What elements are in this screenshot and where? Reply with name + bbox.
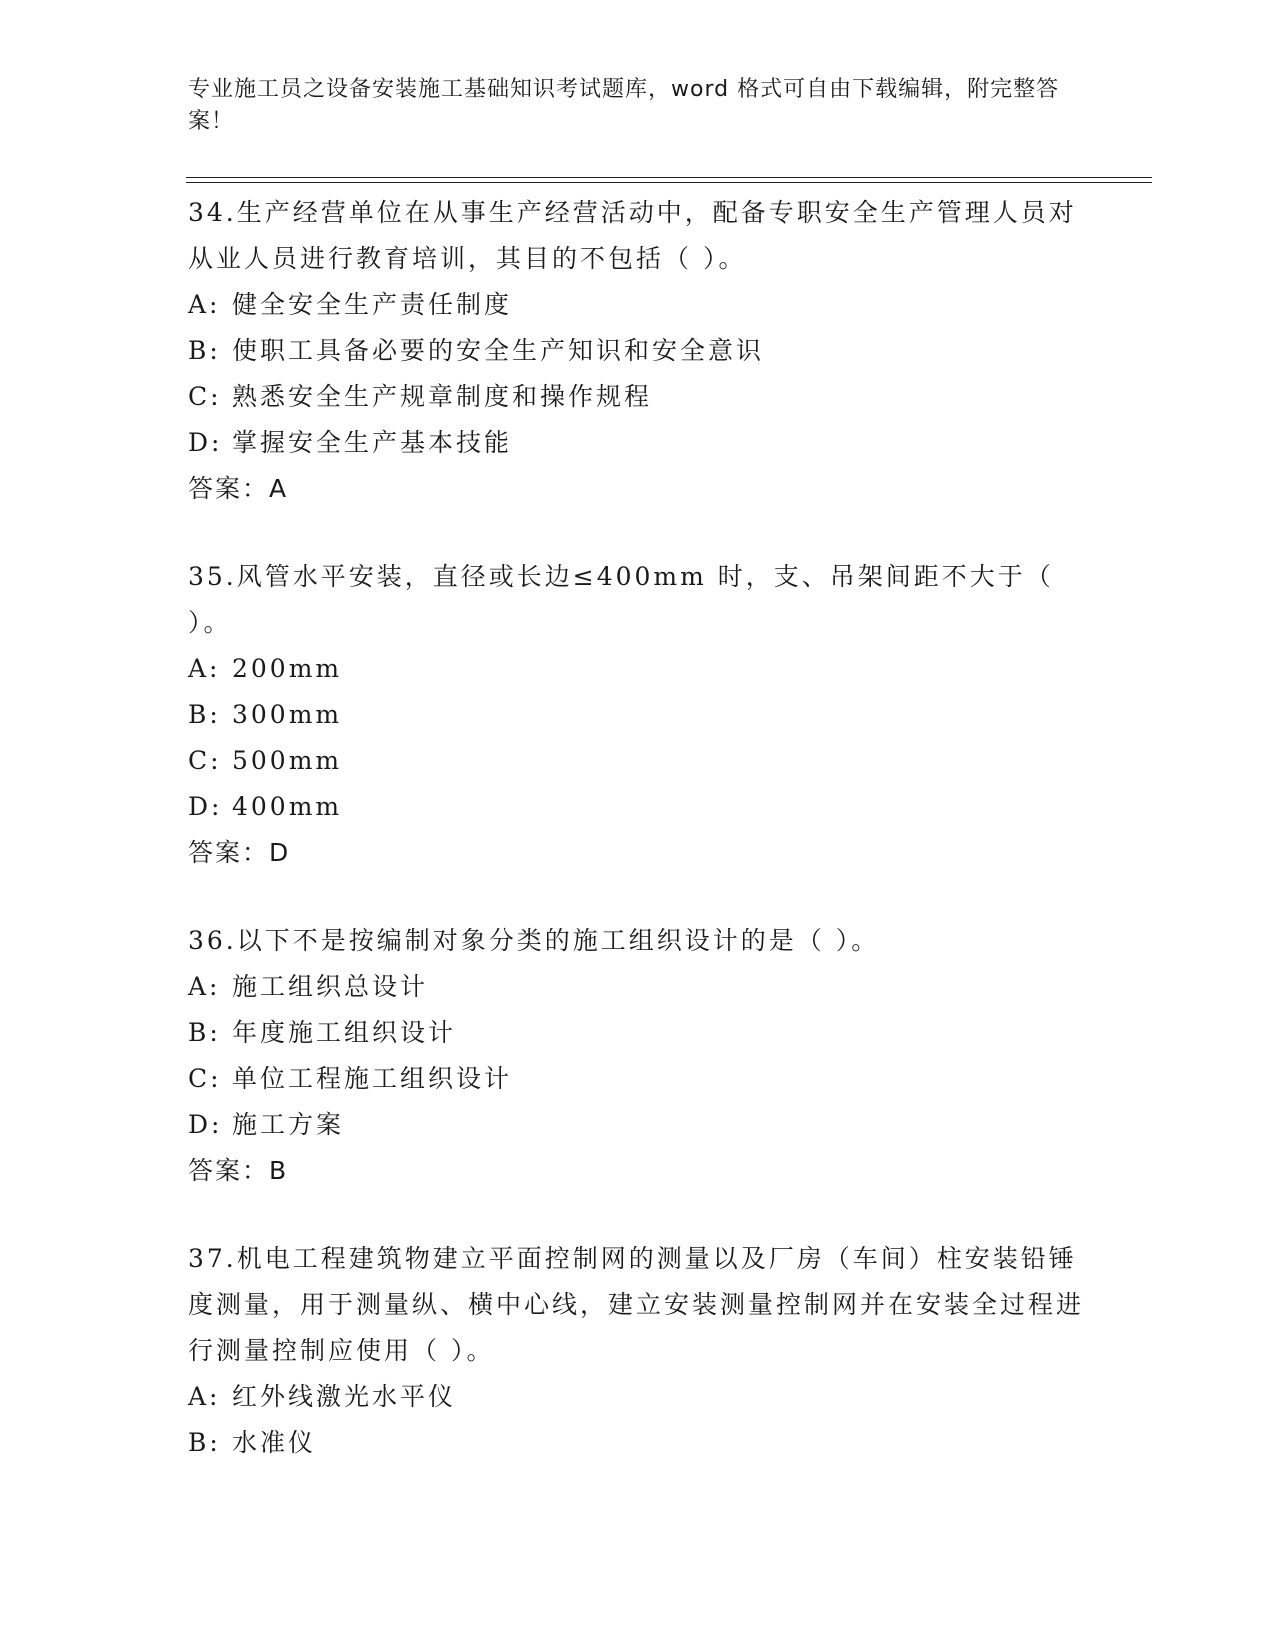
option-d <box>188 784 1088 830</box>
option-text: 健全安全生产责任制度 <box>232 290 513 319</box>
option-c <box>188 1056 1088 1102</box>
option-text: 400mm <box>232 792 343 821</box>
option-letter: A: <box>188 654 221 683</box>
option-c <box>188 374 1088 420</box>
question-text: 生产经营单位在从事生产经营活动中，配备专职安全生产管理人员对从业人员进行教育培训，其目的不包括（ ）。 <box>188 198 1077 273</box>
question-text: 风管水平安装，直径或长边≤400mm 时，支、吊架间距不大于（ ）。 <box>188 562 1054 637</box>
option-text: 熟悉安全生产规章制度和操作规程 <box>232 382 653 411</box>
option-letter: B: <box>188 336 221 365</box>
question-stem <box>188 1236 1088 1374</box>
question-36 <box>188 918 1088 1194</box>
option-letter: D: <box>188 428 223 457</box>
answer-line: 答案：B <box>188 1156 289 1185</box>
question-number: 37. <box>188 1244 237 1273</box>
question-34 <box>188 190 1088 512</box>
option-letter: A: <box>188 1382 221 1411</box>
option-letter: B: <box>188 700 221 729</box>
option-text: 使职工具备必要的安全生产知识和安全意识 <box>232 336 765 365</box>
option-letter: C: <box>188 1064 222 1093</box>
option-b <box>188 692 1088 738</box>
question-number: 34. <box>188 198 237 227</box>
question-number: 36. <box>188 926 237 955</box>
answer-line: 答案：A <box>188 474 289 503</box>
option-text: 施工方案 <box>232 1110 345 1139</box>
option-text: 500mm <box>232 746 343 775</box>
header-text: 专业施工员之设备安装施工基础知识考试题库，word 格式可自由下载编辑，附完整答案！ <box>188 77 1060 134</box>
question-text: 以下不是按编制对象分类的施工组织设计的是（ ）。 <box>236 926 880 955</box>
option-text: 施工组织总设计 <box>232 972 429 1001</box>
option-letter: B: <box>188 1428 221 1457</box>
option-letter: D: <box>188 792 223 821</box>
question-37 <box>188 1236 1088 1466</box>
option-d <box>188 1102 1088 1148</box>
option-letter: B: <box>188 1018 221 1047</box>
option-letter: A: <box>188 972 221 1001</box>
option-text: 年度施工组织设计 <box>232 1018 457 1047</box>
option-letter: C: <box>188 746 222 775</box>
option-text: 300mm <box>232 700 343 729</box>
question-list <box>188 190 1088 1508</box>
option-a <box>188 282 1088 328</box>
question-number: 35. <box>188 562 237 591</box>
question-35 <box>188 554 1088 876</box>
header-divider-bottom <box>186 182 1152 183</box>
answer-line: 答案：D <box>188 838 291 867</box>
option-b <box>188 1420 1088 1466</box>
document-header <box>188 74 1068 138</box>
header-divider-top <box>186 177 1152 178</box>
option-d <box>188 420 1088 466</box>
option-a <box>188 964 1088 1010</box>
option-text: 单位工程施工组织设计 <box>232 1064 513 1093</box>
question-text: 机电工程建筑物建立平面控制网的测量以及厂房（车间）柱安装铅锤度测量，用于测量纵、横中心线，建立安装测量控制网并在安装全过程进行测量控制应使用（ ）。 <box>188 1244 1085 1365</box>
option-a <box>188 646 1088 692</box>
question-stem <box>188 918 1088 964</box>
option-letter: A: <box>188 290 221 319</box>
option-b <box>188 1010 1088 1056</box>
option-text: 掌握安全生产基本技能 <box>232 428 513 457</box>
option-letter: D: <box>188 1110 223 1139</box>
option-text: 水准仪 <box>232 1428 317 1457</box>
option-a <box>188 1374 1088 1420</box>
option-letter: C: <box>188 382 222 411</box>
question-stem <box>188 554 1088 646</box>
question-stem <box>188 190 1088 282</box>
option-text: 200mm <box>232 654 343 683</box>
option-b <box>188 328 1088 374</box>
option-text: 红外线激光水平仪 <box>232 1382 457 1411</box>
option-c <box>188 738 1088 784</box>
